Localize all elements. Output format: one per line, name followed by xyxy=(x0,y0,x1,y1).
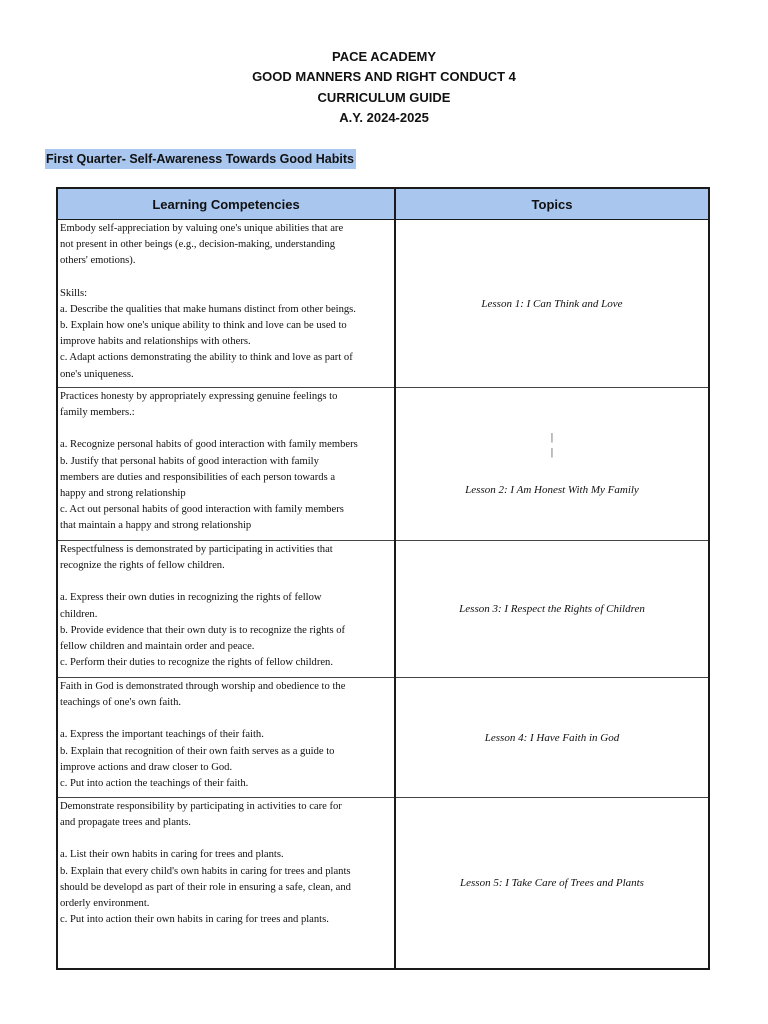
competency-line: members are duties and responsibilities of each person towards a xyxy=(60,471,336,483)
competency-line: c. Put into action the teachings of their faith. xyxy=(60,778,249,790)
guide-title: CURRICULUM GUIDE xyxy=(317,89,451,105)
topic-cell xyxy=(395,798,708,968)
competency-line: happy and strong relationship xyxy=(60,488,186,500)
lesson-title: Lesson 2: I Am Honest With My Family xyxy=(465,484,639,496)
competency-line: b. Provide evidence that their own duty is to recognize the rights of xyxy=(60,624,346,636)
competency-line: others' emotions). xyxy=(60,255,136,267)
curriculum-table-container xyxy=(56,187,710,970)
competency-line: Demonstrate responsibility by participating in activities to care for xyxy=(60,801,342,812)
quarter-title: First Quarter- Self-Awareness Towards Good Habits xyxy=(45,149,356,169)
topic-cell xyxy=(395,220,708,388)
competency-line: improve actions and draw closer to God. xyxy=(60,761,233,773)
competency-cell xyxy=(58,220,395,388)
subject-title: GOOD MANNERS AND RIGHT CONDUCT 4 xyxy=(252,69,516,85)
competency-line: b. Explain how one's unique ability to think and love can be used to xyxy=(60,320,347,332)
competency-line: c. Perform their duties to recognize the rights of fellow children. xyxy=(60,657,333,669)
competency-cell xyxy=(58,388,395,541)
competency-line: Embody self-appreciation by valuing one's unique abilities that are xyxy=(60,223,344,234)
competency-line: not present in other beings (e.g., decision-making, understanding xyxy=(60,239,336,251)
competency-line: fellow children and maintain order and peace. xyxy=(60,641,255,653)
topic-cell xyxy=(395,388,708,541)
cursor-marks xyxy=(396,430,708,460)
competency-line: teachings of one's own faith. xyxy=(60,697,182,709)
table-row xyxy=(58,220,708,388)
topic-cell xyxy=(395,678,708,798)
competency-line: a. Express their own duties in recognizing the rights of fellow xyxy=(60,592,322,604)
competency-line: Respectfulness is demonstrated by participating in activities that xyxy=(60,544,333,555)
competency-line: a. Describe the qualities that make humans distinct from other beings. xyxy=(60,303,356,315)
competency-line: a. Express the important teachings of their faith. xyxy=(60,729,264,741)
competency-line: Faith in God is demonstrated through worship and obedience to the xyxy=(60,681,346,692)
competency-line: that maintain a happy and strong relationship xyxy=(60,520,252,532)
topic-cell xyxy=(395,541,708,678)
competency-line: should be developd as part of their role in ensuring a safe, clean, and xyxy=(60,881,351,893)
table-row xyxy=(58,678,708,798)
competency-line: one's uniqueness. xyxy=(60,368,134,380)
column-header-topics: Topics xyxy=(395,189,708,220)
column-header-competencies: Learning Competencies xyxy=(58,189,395,220)
competency-line: c. Put into action their own habits in caring for trees and plants. xyxy=(60,914,329,926)
competency-line: c. Adapt actions demonstrating the ability to think and love as part of xyxy=(60,352,353,364)
lesson-title: Lesson 5: I Take Care of Trees and Plants xyxy=(460,876,644,889)
competency-line: b. Explain that recognition of their own faith serves as a guide to xyxy=(60,745,335,757)
document-header xyxy=(0,47,768,128)
cursor-mark: | xyxy=(550,431,554,443)
table-row xyxy=(58,798,708,968)
competency-cell xyxy=(58,798,395,968)
competency-line: Practices honesty by appropriately expressing genuine feelings to xyxy=(60,391,338,402)
lesson-title: Lesson 1: I Can Think and Love xyxy=(481,297,623,310)
competency-line: b. Justify that personal habits of good interaction with family xyxy=(60,455,319,467)
competency-line: children. xyxy=(60,608,98,620)
competency-line: recognize the rights of fellow children. xyxy=(60,560,225,572)
competency-cell xyxy=(58,678,395,798)
table-row xyxy=(58,541,708,678)
curriculum-table xyxy=(58,189,708,968)
competency-line: a. Recognize personal habits of good interaction with family members xyxy=(60,439,358,451)
competency-line: c. Act out personal habits of good interaction with family members xyxy=(60,504,344,516)
academic-year: A.Y. 2024-2025 xyxy=(339,109,429,125)
competency-line: Skills: xyxy=(60,287,88,299)
competency-line: orderly environment. xyxy=(60,898,150,910)
lesson-title: Lesson 4: I Have Faith in God xyxy=(484,731,620,744)
competency-line: b. Explain that every child's own habits in caring for trees and plants xyxy=(60,865,351,877)
lesson-title: Lesson 3: I Respect the Rights of Children xyxy=(459,603,645,615)
competency-line: family members.: xyxy=(60,407,135,419)
school-name: PACE ACADEMY xyxy=(331,49,436,64)
competency-line: and propagate trees and plants. xyxy=(60,817,191,829)
competency-line: a. List their own habits in caring for trees and plants. xyxy=(60,849,284,861)
table-header-row xyxy=(58,189,708,220)
competency-line: improve habits and relationships with others. xyxy=(60,336,251,348)
table-row xyxy=(58,388,708,541)
competency-cell xyxy=(58,541,395,678)
cursor-mark: | xyxy=(550,446,554,458)
